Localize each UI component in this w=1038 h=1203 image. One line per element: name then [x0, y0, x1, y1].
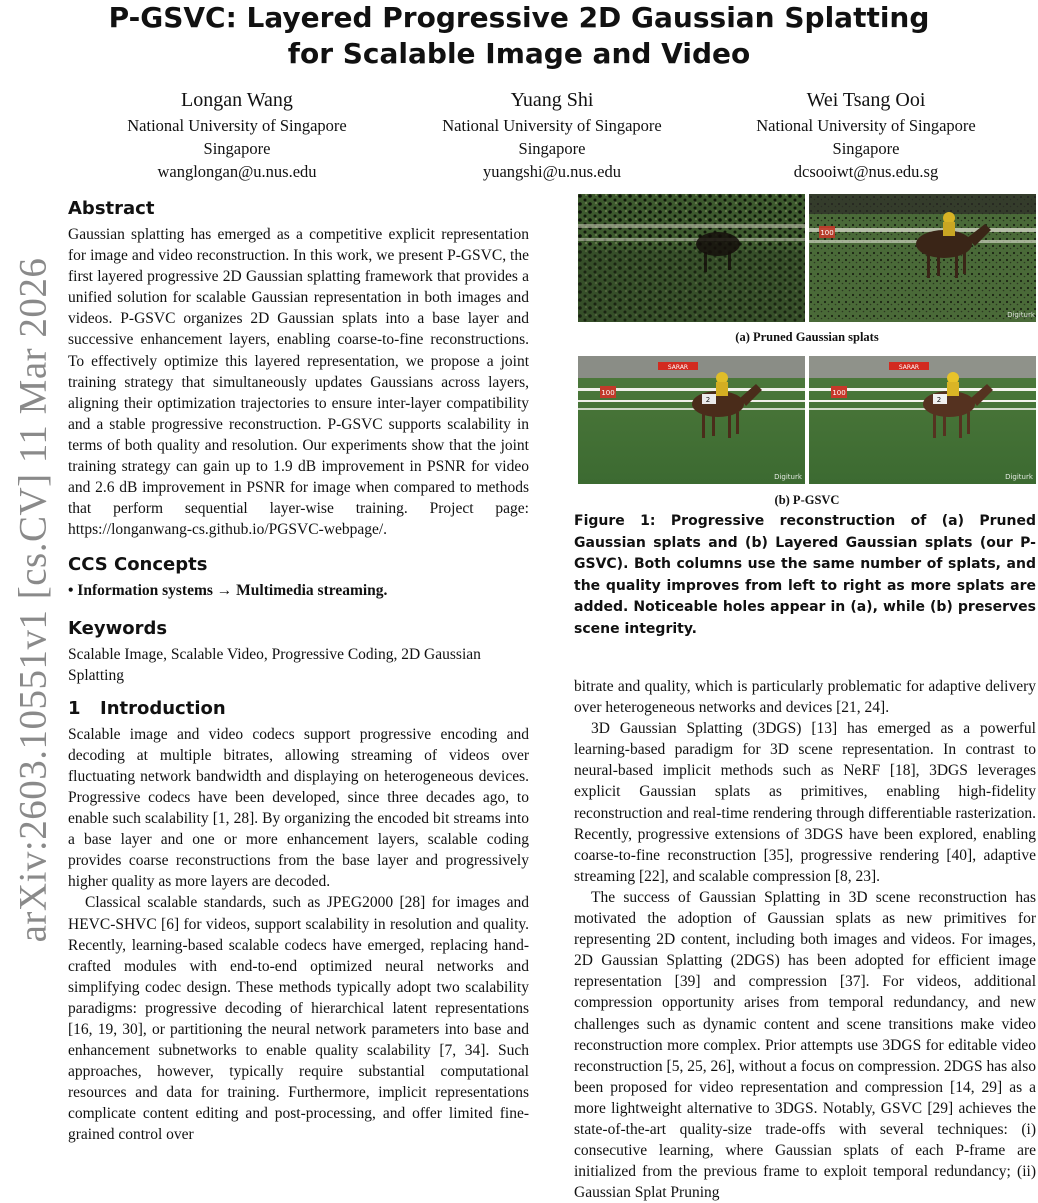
abstract-heading: Abstract [68, 198, 155, 219]
author-affiliation: National University of Singapore [756, 116, 976, 135]
keywords-heading: Keywords [68, 617, 168, 639]
author-name: Yuang Shi [510, 89, 594, 111]
abstract-text: Gaussian splatting has emerged as a competitive explicit representation for image and video reconstruction. In this work, we present P-GSVC, the first layered progressive 2D Gaussian splatting framework that provides a unified solution for scalable Gaussian representation in both images and videos. P-GSVC organizes 2D Gaussian splats into a base layer and successive enhancement layers, enabling coarse-to-fine reconstructions. To effectively optimize this layered representation, we propose a joint training strategy that simultaneously updates Gaussians across layers, aligning their optimization trajectories to ensure inter-layer compatibility and a stable progressive reconstruction. P-GSVC supports scalability in terms of both quality and resolution. Our experiments show that the joint training strategy can gain up to 1.9 dB improvement in PSNR for video and 2.6 dB improvement in PSNR for image when compared to methods that perform sequential layer-wise training. Project page: https://longanwang-cs.github.io/PGSVC-webpage/. [68, 226, 529, 539]
frame-pruned-fine [809, 194, 1036, 322]
author-affiliation: National University of Singapore [127, 116, 347, 135]
author-block [392, 86, 712, 183]
author-email[interactable]: yuangshi@u.nus.edu [482, 162, 622, 181]
saddle-number: 2 [936, 396, 942, 404]
race-number: 100 [601, 389, 615, 397]
figure-row-a [578, 194, 1036, 346]
paper-title [0, 0, 1038, 72]
keywords-text: Scalable Image, Scalable Video, Progressive Coding, 2D Gaussian Splatting [68, 645, 481, 684]
section-number: 1 [68, 697, 81, 719]
sponsor-banner: SARAR [898, 364, 920, 371]
author-name: Longan Wang [181, 89, 293, 111]
figure-caption: Figure 1: Progressive reconstruction of (a) Pruned Gaussian splats and (b) Layered Gaussian splats (our P-GSVC). Both columns use the same number of splats, and the quality improves from left to right as more splats are added. Noticeable holes appear in (a), while (b) preserves scene integrity. [574, 513, 1036, 637]
section-title: Introduction [100, 697, 226, 719]
left-column [68, 196, 529, 1146]
right-column [574, 676, 1036, 1203]
subcaption-b: (b) P-GSVC [774, 493, 840, 507]
frame-pgsvc-coarse [578, 356, 805, 484]
title-line-2: for Scalable Image and Video [287, 37, 751, 70]
title-line-1: P-GSVC: Layered Progressive 2D Gaussian Splatting [108, 1, 930, 34]
author-country: Singapore [203, 139, 271, 158]
figure-row-b [578, 356, 1036, 509]
figure-a-frames [578, 194, 1036, 322]
ccs-heading: CCS Concepts [68, 554, 208, 576]
saddle-number: 2 [705, 396, 711, 404]
author-affiliation: National University of Singapore [442, 116, 662, 135]
frame-pgsvc-fine [809, 356, 1036, 484]
broadcaster-logo: Digiturk [774, 473, 802, 481]
author-email[interactable]: wanglongan@u.nus.edu [157, 162, 317, 181]
author-country: Singapore [832, 139, 900, 158]
broadcaster-logo: Digiturk [1007, 311, 1035, 319]
subcaption-a: (a) Pruned Gaussian splats [735, 330, 879, 344]
figure-b-frames [578, 356, 1036, 484]
author-name: Wei Tsang Ooi [806, 89, 926, 111]
right-paragraph-1: bitrate and quality, which is particularly problematic for adaptive delivery over heterogeneous networks and devices [21, 24]. [574, 678, 1036, 717]
author-country: Singapore [518, 139, 586, 158]
race-number: 100 [820, 229, 834, 237]
right-paragraph-3: The success of Gaussian Splatting in 3D scene reconstruction has motivated the adoption of Gaussian splats as new primitives for representing 2D content, including both images and videos. For images, 2D Gaussian Splatting (2DGS) has been adopted for efficient image representation [39] and compression [37]. For videos, additional compression opportunity arises from temporal redundancy, and new challenges such as dynamic content and scene transitions make video reconstruction more complex. Prior attempts use 3DGS for editable video reconstruction [5, 25, 26], without a focus on compression. 2DGS has also been proposed for video representation and compression [14, 29] as a more lightweight alternative to 3DGS. Notably, GSVC [29] achieves the state-of-the-art quality-size trade-offs with several techniques: (i) consecutive learning, where Gaussian splats of each P-frame are initialized from the previous frame to exploit temporal redundancy; (ii) Gaussian Splat Pruning [574, 888, 1036, 1202]
ccs-text: • Information systems → Multimedia streaming. [68, 582, 388, 600]
author-block [706, 86, 1026, 183]
sponsor-banner: SARAR [667, 364, 689, 371]
author-block [77, 86, 397, 183]
intro-paragraph-2: Classical scalable standards, such as JPEG2000 [28] for images and HEVC-SHVC [6] for videos, support scalability in resolution and quality. Recently, learning-based scalable codecs have emerged, replacing hand-crafted modules with end-to-end optimized neural networks and simplifying codec design. These methods typically adopt two scalability paradigms: progressive decoding of hierarchical latent representations [16, 19, 30], or partitioning the neural network parameters into base and enhancement subnetworks to enable quality scalability [7, 34]. Such approaches, however, typically require substantial computational resources and data for training. Furthermore, implicit representations complicate content editing and post-processing, and offer limited fine-grained control over [68, 894, 529, 1144]
broadcaster-logo: Digiturk [1005, 473, 1033, 481]
horse-silhouette [696, 232, 740, 256]
arxiv-id: arXiv:2603.10551v1 [cs.CV] 11 Mar 2026 [11, 257, 55, 943]
intro-paragraph-1: Scalable image and video codecs support progressive encoding and decoding at multiple bitrates, allowing streaming of videos over fluctuating network bandwidth and displaying on heterogeneous devices. Progressive codecs have been developed, since three decades ago, to enable such scalability [1, 28]. By organizing the encoded bit streams into a base layer and one or more enhancement layers, scalable coding provides coarse reconstructions from the base layer and progressively higher quality as more layers are decoded. [68, 725, 529, 891]
section-heading-introduction [68, 696, 529, 722]
author-email[interactable]: dcsooiwt@nus.edu.sg [793, 162, 939, 181]
right-paragraph-2: 3D Gaussian Splatting (3DGS) [13] has emerged as a powerful learning-based paradigm for 3D scene representation. In contrast to neural-based implicit methods such as NeRF [18], 3DGS leverages explicit Gaussian splats as primitives, enabling high-fidelity reconstruction and real-time rendering through differentiable rasterization. Recently, progressive extensions of 3DGS have been explored, enabling coarse-to-fine reconstruction [35], progressive rendering [40], adaptive streaming [22], and scalable compression [8, 23]. [574, 720, 1036, 885]
frame-pruned-coarse [578, 194, 805, 322]
race-number: 100 [832, 389, 846, 397]
